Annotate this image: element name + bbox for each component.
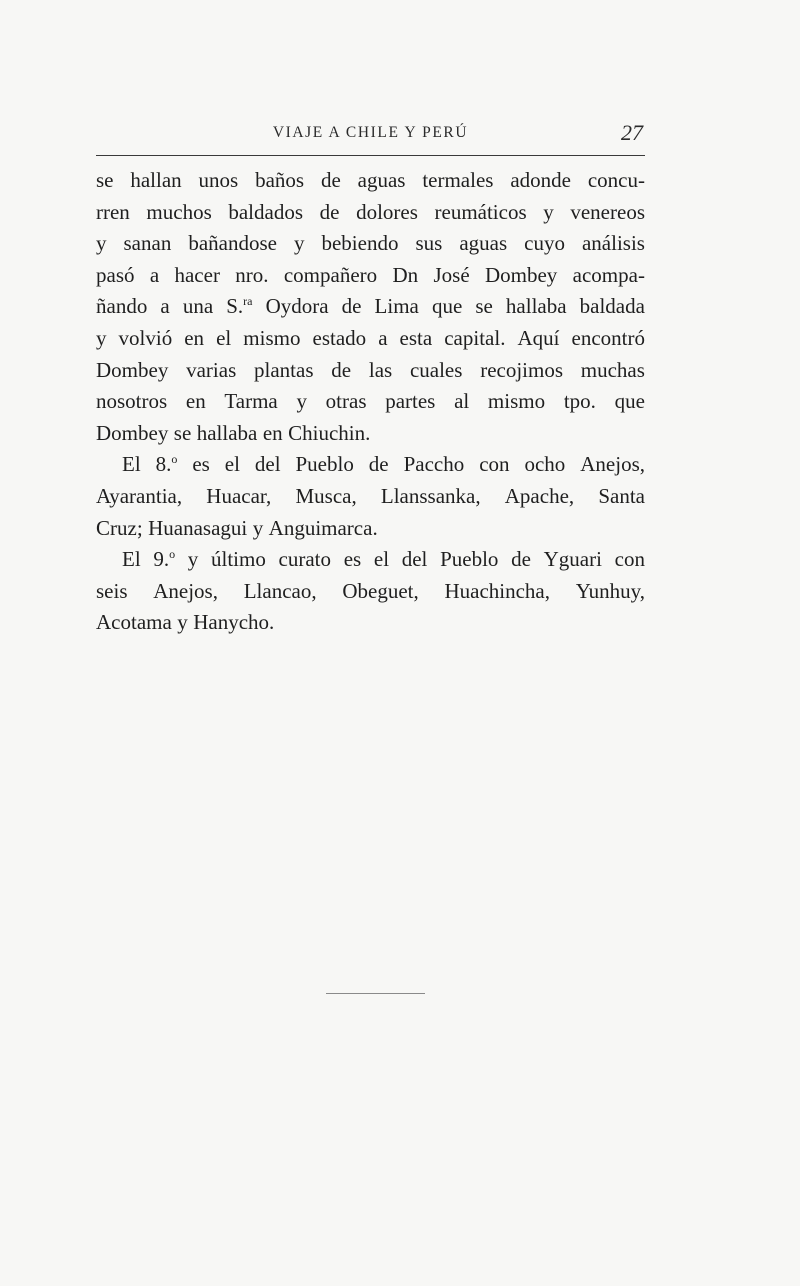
word: hallaba [196,420,258,445]
word: Acotama [96,610,172,635]
text-line [96,513,645,545]
word: Llanssanka, [380,483,481,508]
word: hacer [174,262,220,287]
word: es [343,547,362,572]
word: de [319,199,340,224]
word: a [149,262,160,287]
word: del [401,547,428,572]
word: volvió [118,325,173,350]
word: Apache, [504,483,575,508]
word: baños [255,168,305,192]
word: encontró [571,325,645,350]
word: con [479,452,510,477]
word: Paccho [403,452,465,477]
word-text: 9. [153,547,170,572]
word: curato [278,547,331,572]
word: de [320,168,341,192]
word: el [216,325,232,350]
word [153,544,175,576]
word: se [475,294,493,319]
word: al [454,389,470,414]
text-line [96,197,645,229]
word: Huacar, [206,483,272,508]
word: otras [325,389,367,414]
word-text: S. [226,294,244,319]
word: aguas [459,231,508,256]
word: y [543,199,554,224]
header-rule [96,155,645,156]
word: Tarma [224,389,278,414]
word: el [224,452,240,477]
word: sus [415,231,443,256]
word: bebiendo [321,231,399,256]
word: de [368,452,389,477]
text-line [96,607,645,639]
word: bañandose [188,231,277,256]
word: sanan [123,231,172,256]
text-line [96,323,645,355]
word: en [185,389,206,414]
word: que [431,294,463,319]
text-line [96,260,645,292]
text-line [96,418,645,450]
word [156,449,178,481]
word: El [122,452,141,477]
word: partes [385,389,436,414]
word: mismo [487,389,546,414]
superscript: ra [243,294,253,309]
word: Aquí [517,325,560,350]
text-line [96,576,645,608]
word: muchos [146,199,212,224]
word: varias [186,357,237,382]
running-head [96,120,645,150]
word: Dombey [96,357,169,382]
end-rule [326,993,425,994]
word: Ayarantia, [96,483,183,508]
word: seis [96,578,128,603]
word: Huanasagui [148,515,248,540]
word: José [433,262,470,287]
word: estado [312,325,367,350]
word: nro. [235,262,269,287]
word: Cruz; [96,515,143,540]
word-text: 8. [155,452,172,477]
text-line [96,386,645,418]
word: análisis [581,231,645,256]
word: Dombey [484,262,558,287]
word: baldados [228,199,304,224]
word: hallan [130,168,182,192]
word: venereos [570,199,645,224]
word: muchas [580,357,645,382]
word: Obeguet, [342,578,419,603]
word: Anguimarca. [268,515,378,540]
word: unos [198,168,239,192]
word: esta [399,325,433,350]
text-line [96,355,645,387]
body-text [96,165,645,639]
word: Yguari [543,547,602,572]
word: del [254,452,281,477]
word: pasó [96,262,135,287]
word: y [96,325,107,350]
word: tpo. [563,389,596,414]
running-title: VIAJE A CHILE Y PERÚ [272,124,469,141]
word: Llancao, [243,578,317,603]
word: a [378,325,388,350]
word: Anejos, [153,578,218,603]
text-line [96,544,645,576]
word: el [373,547,390,572]
word: las [368,357,393,382]
word: compañero [283,262,378,287]
text-line [96,449,645,481]
word: con [614,547,645,572]
word: en [184,325,205,350]
superscript: o [171,452,178,467]
word: que [614,389,645,414]
word: Pueblo [440,547,499,572]
word: Dn [392,262,419,287]
word: adonde [510,168,571,192]
word: en [262,420,283,445]
word: se [173,420,192,445]
word: dolores [356,199,418,224]
word: Lima [374,294,419,319]
word: de [341,294,362,319]
word: recojimos [480,357,564,382]
word: mismo [243,325,301,350]
word: Oydora [265,294,329,319]
word: y [252,515,264,540]
word: Yunhuy, [575,578,645,603]
text-line [96,228,645,260]
word: concu- [587,168,645,192]
text-line [96,165,645,197]
word: es [192,452,210,477]
word: Chiuchin. [288,420,371,445]
word: ñando [96,294,148,319]
page-number: 27 [621,120,643,145]
word: y [296,389,307,414]
word: hallaba [505,294,567,319]
word: Anejos, [580,452,645,477]
word: rren [96,199,130,224]
word: de [511,547,531,572]
word: a [160,294,170,319]
word [226,291,252,323]
word: último [210,547,266,572]
word: capital. [444,325,506,350]
word: cuales [409,357,463,382]
word: y [177,610,188,635]
text-line [96,481,645,513]
word: Santa [598,483,645,508]
word: Musca, [295,483,357,508]
word: de [331,357,352,382]
word: Huachincha, [444,578,551,603]
word: acompa- [572,262,645,287]
word: El [122,547,141,572]
word: una [182,294,214,319]
text-line [96,291,645,323]
word: y [96,231,107,256]
word: y [293,231,305,256]
word: y [187,547,199,572]
word: reumáticos [434,199,527,224]
word: Pueblo [295,452,354,477]
word: nosotros [96,389,168,414]
word: aguas [357,168,406,192]
word: termales [422,168,494,192]
word: ocho [524,452,566,477]
word: se [96,168,114,192]
superscript: o [169,547,176,562]
word: cuyo [524,231,565,256]
word: Dombey [96,420,169,445]
word: Hanycho. [193,610,275,635]
word: baldada [579,294,645,319]
word: plantas [254,357,314,382]
